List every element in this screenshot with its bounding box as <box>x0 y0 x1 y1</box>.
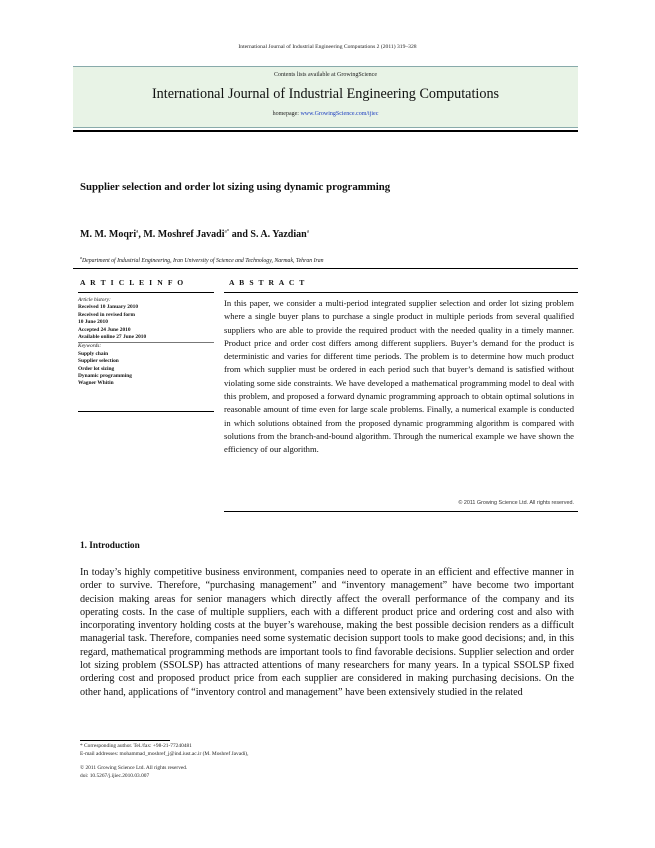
footnote-rule <box>80 740 170 741</box>
intro-paragraph: In today’s highly competitive business environment, companies need to operate in an efficient and effective manner in order to survive. Therefore, “purchasing management” and “inventory management” have become two important decision making areas for senior managers which directly affect the overall performance of the company and its operating costs. In the case of multiple suppliers, each with a different product price and ordering cost and also with incorporating inventory holding costs at the buyer’s warehouse, making the best possible decision renders as a difficult managerial task. Therefore, companies need some systematic decision support tools to make good decisions; and, in this regard, mathematical programming methods are important tools to find favorable decisions. Supplier selection and order lot sizing problem (SSOLSP) has attracted attentions of many researchers for many years. In a typical SSOLSP fixed ordering cost and proposed product price from each supplier are considered in making purchasing decisions. On the other hand, applications of “inventory control and management” have been extensively studied in the related <box>80 567 574 698</box>
paper-title: Supplier selection and order lot sizing using dynamic programming <box>80 181 391 193</box>
contents-line: Contents lists available at GrowingScience <box>274 72 377 78</box>
keyword: Wagner Whitin <box>78 380 114 387</box>
author-list <box>80 229 309 240</box>
author-separator: , <box>138 229 141 240</box>
abstract-heading: A B S T R A C T <box>229 278 306 287</box>
abstract-bottom-rule <box>224 511 578 512</box>
keyword: Supply chain <box>78 350 109 357</box>
author-name: M. M. Moqri <box>80 229 137 240</box>
homepage-link[interactable]: www.GrowingScience.com/ijiec <box>300 111 379 117</box>
author-affil-mark: a <box>306 229 309 235</box>
section-heading: 1. Introduction <box>80 541 140 551</box>
author-name: M. Moshref Javadi <box>143 229 225 240</box>
abstract-copyright: © 2011 Growing Science Ltd. All rights reserved. <box>458 500 574 506</box>
history-entry: 10 June 2010 <box>78 319 108 326</box>
history-entry: Received in revised form <box>78 311 135 318</box>
history-label: Article history: <box>78 297 111 303</box>
footnote-corresponding: * Corresponding author. Tel./fax: +98-21-77240481 <box>80 743 192 749</box>
author-affil-mark: a* <box>224 229 230 235</box>
history-entry: Available online 27 June 2010 <box>78 334 147 341</box>
header-rule <box>73 130 578 132</box>
footnote-doi: doi: 10.5267/j.ijiec.2010.03.007 <box>80 773 150 779</box>
homepage-line <box>73 111 578 117</box>
keyword: Order lot sizing <box>78 365 115 372</box>
author-separator: and <box>229 229 251 240</box>
abstract-text: In this paper, we consider a multi-period integrated supplier selection and order lot sizing problem where a single buyer plans to purchase a single product in multiple periods from several qualified suppliers who are able to provide the required product with the needed quality in a timely manner. Product price and order cost differs among different suppliers. Buyer’s demand for the product is deterministic and varies for different time periods. The problem is to determine how much product from which supplier must be ordered in each period such that buyer’s demand is satisfied without violating some side constraints. We have developed a mathematical programming model to deal with this problem, and proposed a forward dynamic programming approach to obtain optimal solutions in reasonable amount of time even for large scale problems. Finally, a numerical example is conducted in which solutions obtained from the proposed dynamic programming algorithm is compared with solutions from the branch-and-bound algorithm. Through the numerical example we have shown the efficiency of our algorithm. <box>224 298 574 455</box>
article-info-heading: A R T I C L E I N F O <box>80 278 185 287</box>
keywords-label: Keywords: <box>78 343 102 350</box>
affiliation <box>80 255 324 264</box>
journal-banner <box>73 66 578 128</box>
keyword: Supplier selection <box>78 358 119 365</box>
keyword: Dynamic programming <box>78 373 132 380</box>
affiliation-mark: a <box>80 255 82 260</box>
history-entry: Received 10 January 2010 <box>78 304 139 311</box>
running-header: International Journal of Industrial Engineering Computations 2 (2011) 319–328 <box>238 44 417 50</box>
author-affil-mark: a <box>136 229 139 235</box>
article-info-rule <box>78 292 214 293</box>
abstract-rule <box>224 292 578 293</box>
history-entry: Accepted 24 June 2010 <box>78 326 131 333</box>
footnote-email: E-mail addresses: mohammad_moshref_j@ind.iust.ac.ir (M. Moshref Javadi), <box>80 751 249 757</box>
affiliation-text: Department of Industrial Engineering, Iran University of Science and Technology, Narmak, Tehran Iran <box>82 257 324 264</box>
footnote-copyright: © 2011 Growing Science Ltd. All rights reserved. <box>80 765 188 771</box>
article-info-bottom-rule <box>78 411 214 412</box>
homepage-label: homepage: <box>272 111 299 117</box>
affiliation-rule <box>73 268 578 269</box>
journal-title: International Journal of Industrial Engineering Computations <box>151 86 500 102</box>
article-info-panel <box>78 297 214 411</box>
author-name: S. A. Yazdian <box>250 229 307 240</box>
